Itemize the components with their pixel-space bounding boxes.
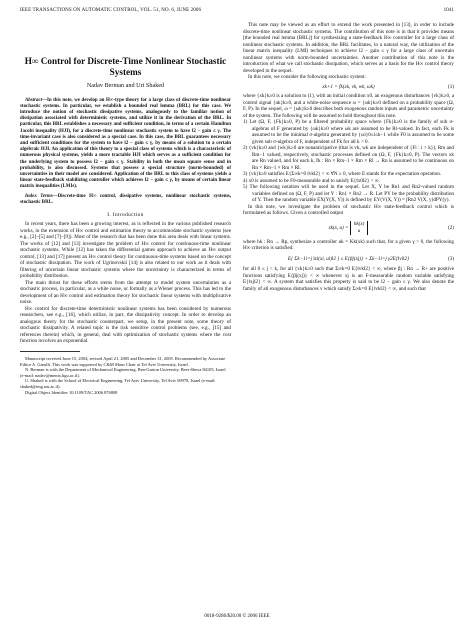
left-column (20, 22, 231, 395)
running-header (20, 8, 454, 18)
journal-header: IEEE TRANSACTIONS ON AUTOMATIC CONTROL, VOL. 51, NO. 6, JUNE 2006 (20, 8, 202, 13)
intro-paragraph: In recent years, there has been a growing interest, as is reflected in the various published research works, in the extension of H∞ control and estimation theory to accommodate stochastic systems (see e.g., [2]–[5] and [7]–[9]). Most of the research that has been done this area deals with linear systems. The works of [12] and [13] investigate the problem of H∞ control for continuous-time nonlinear stochastic systems. While [12] has taken the differential games approach to achieve an H∞ output control, [13] and [17] present an H∞ control theory for continuous-time systems based on the concept of stochastic dissipation. The work of Ugrinovskii [14] is also related to our work as it deals with filtering of uncertain linear stochastic systems where the uncertainty is characterized in terms of probability distribution. (20, 221, 231, 280)
assumption-item: 4) x0 is assumed to be F0-measurable and to satisfy E{‖x0‖2} < ∞. (243, 177, 380, 184)
equation-3-body: E{ Σk−1i=j ‖zi(xi, ui)‖2 } ≤ E{βj(xj)} + Σk−1i=j γ2E{‖vi‖2} (287, 255, 410, 262)
intro-paragraph: H∞ control for discrete-time deterministic nonlinear systems has been considered by numerous researchers, see e.g., [16], which utilize, in part, the dissipativity concept. In order to develop an analogous theory for the stochastic counterpart, we setup, in the present note, some theory of stochastic dissipativity. A related topic is the risk sensitive control problems (see, e.g., [15] and references therein) which, in general, deal with optimization of stochastic systems where the cost function involves an exponential. (20, 305, 231, 345)
equation-2-number: (2) (448, 224, 454, 231)
paper-title: H∞ Control for Discrete-Time Nonlinear Stochastic Systems (24, 56, 227, 77)
doi-line: Digital Object Identifier 10.1109/TAC.2006.876808 (25, 389, 118, 395)
equation-1-body: xk+1 = fk(xk, vk, wk, ωk) (322, 83, 375, 90)
paper-authors: Nadav Berman and Uri Shaked (86, 82, 165, 89)
body-paragraph: where {xk}k≥0 is a solution to (1), with an initial condition x0, an exogenous disturbances {vk}k≥0, a control signal {uk}k≥0, and a white-noise sequence ω = {ωk}k≥0 defined on a probability space (Ω, F, P). In the sequel, ω = {ωk}k≥0 describes both exogenous random inputs and parametric uncertainty of the system. The following will be assumed to hold throughout this note. (243, 93, 454, 119)
equation-2-vector (350, 221, 369, 235)
body-paragraph: where hk : Rn → Rp, synthesize a controller uk = Kk(xk) such that, for a given γ > 0, the following H∞ criterion is satisfied: (243, 238, 454, 251)
body-paragraph: for all 0 ≤ j < k, for all {vk}k≥0 such that Σ∞k=0 E{‖vk‖2} < ∞, where βj : Rn → R+ are positive functions satisfying E{βj(xj)} < ∞ whenever xj is an F-measurable random variable satisfying E{‖xj‖2} < ∞. A system that satisfies this property is said to be l2 − gain ≤ γ. We also denote the family of all exogenous disturbances v which satisfy Σ∞k=0 E{‖vk‖2} < ∞, and such that (243, 266, 454, 292)
assumption-item: 5) The following notation will be used in the sequel. Let X, Y be Rn1 and Rn2-valued random variables defined on (Ω, F, P) and let Y : Rn1 × Rn2 → R. Let PY be the probability distribution of Y. Then the random variable EX(Y(X, Y)) is defined by EY(V(X, Y)) = ∫Rn2 V(X, y)dPY(y). (243, 184, 454, 203)
index-terms-text: Discrete-time H∞ control, dissipative systems, nonlinear stochastic systems, stochastic BRL. (20, 193, 231, 205)
intro-paragraph: The main thrust for these efforts stems from the attempt to model system uncertainties as a stochastic process, in particular, as a white noise, or formally as a Wiener process. This has led to the development of an H∞ control and estimation theory for stochastic linear systems with multiplicative noise. (20, 279, 231, 306)
index-terms (20, 194, 231, 206)
equation-1 (243, 84, 454, 91)
section-heading: I. Introduction (107, 211, 144, 218)
footnote-rule (20, 351, 80, 352)
body-paragraph: In this note, we consider the following stochastic system: (248, 74, 366, 80)
equation-2 (243, 221, 454, 235)
assumption-item: 1) Let (Ω, F, {Fk}k≥0, P) be a filtered probability space where {Fk}k≥0 is the family of sub σ-algebras of F generated by {ωk}k≥0 where ωk are assumed to be Rl-valued. In fact, each Fk is assumed to be the minimal σ-algebra generated by {ωi}0≤i≤k−1 while F0 is assumed to be some given sub σ-algebra of F, independent of Fk for all k > 0. (243, 119, 454, 145)
equation-2-bottom: u (357, 227, 361, 234)
index-terms-label: Index Terms— (25, 193, 58, 199)
equation-3 (243, 256, 454, 263)
footnote: N. Berman is with the Department of Mechanical Engineering, Ben-Gurion University, Beer-Sheva 84105, Israel (e-mail: nadav@menix.bgu.ac.il). (20, 367, 226, 378)
abstract (20, 98, 231, 191)
footnote: U. Shaked is with the School of Electrical Engineering, Tel Aviv University, Tel Aviv 69978, Israel (e-mail: shaked@eng.tau.ac.il). (20, 378, 216, 389)
right-column (243, 22, 454, 292)
footnote: Manuscript received June 15, 2004; revised April 21, 2005 and December 31, 2005. Recommended by Associate Editor A. Garulli. This work was supported by C&M Maus Chair at Tel Aviv University, Israel. (20, 355, 226, 367)
assumption-item: 3) {vk}k≥0 satisfies E{Σ∞k=0 ‖vk‖2} < ∞ ∀N ≥ 0, where E stands for the expectation operation. (243, 171, 442, 177)
assumption-item: 2) {vk}k≥0 and {wk}k≥0 are nonanticipative (that is vk, wk are independent of {Fi : i > k}), Rm and Rm−1 valued, respectively, stochastic processes defined on (Ω, F, {Fk}k≥0, P). The vectors xk are Rn valued, and for each k, fk : Rn × Rm−1 × Rm × Rl → Rn is assumed to be continuous on Rn × Rm−1 × Rm × Rl. (243, 145, 454, 171)
equation-2-lhs: zk(x, u) = (328, 224, 349, 231)
body-paragraph: This note may be viewed as an effort to extend the work presented in [13], in order to include discrete-time nonlinear stochastic systems. The contribution of this note is in that it provides means [the bounded real lemma (BRL)] for synthesizing a state-feedback H∞ controller for a large class of nonlinear stochastic systems. In addition, the BRL facilitates, in a natural way, the utilization of the linear matrix inequality (LMI) techniques to achieve l2 − gain ≤ γ for a large class of uncertain nonlinear systems with norm-bounded uncertainties. Another contribution of this note is the introduction of what we call stochastic dissipation, which serves as a basis for the H∞ control theory developed in the sequel. (243, 22, 454, 74)
body-paragraph: In this note, we investigate the problem of stochastic H∞ state-feedback control which is formulated as follows. Given a controlled output (243, 203, 454, 216)
equation-2-top: hk(x) (353, 220, 365, 227)
equation-3-number: (3) (448, 255, 454, 262)
abstract-text: In this note, we develop an H∞-type theory for a large class of discrete-time nonlinear stochastic systems. In particular, we establish a bounded real lemma (BRL) for this case. We introduce the notion of stochastic dissipative systems, analogously to the familiar notion of dissipation associated with deterministic systems, and utilize it in the derivation of the BRL. In particular, this BRL establishes a necessary and sufficient condition, in terms of a certain Hamilton Jacobi inequality (HJI), for a discrete-time nonlinear stochastic system to have l2 − gain ≤ γ. The time-invariant case is also considered as a special case. In this case, the BRL guarantees necessary and sufficient conditions for the system to have l2 − gain ≤ γ, by means of a solution to a certain algebraic HJI. An application of this theory to a special class of systems which is a characteristic of numerous physical systems, yields a more tractable HJI which serves as a sufficient condition for the underlying system to possess l2 − gain ≤ γ. Stability in both the mean square sense and in probability, is also discussed. Systems that possess a special structure (norm-bounded) of uncertainties in their model are considered. Application of the BRL to this class of systems yields a linear state-feedback stabilizing controller which achieves l2 − gain ≤ γ, by means of certain linear matrix inequalities (LMIs). (20, 97, 231, 190)
issn-copyright: 0018-9286/$20.00 © 2006 IEEE (204, 614, 270, 619)
abstract-label: Abstract— (25, 97, 47, 103)
page-number: 1041 (443, 8, 454, 13)
equation-1-number: (1) (448, 83, 454, 90)
